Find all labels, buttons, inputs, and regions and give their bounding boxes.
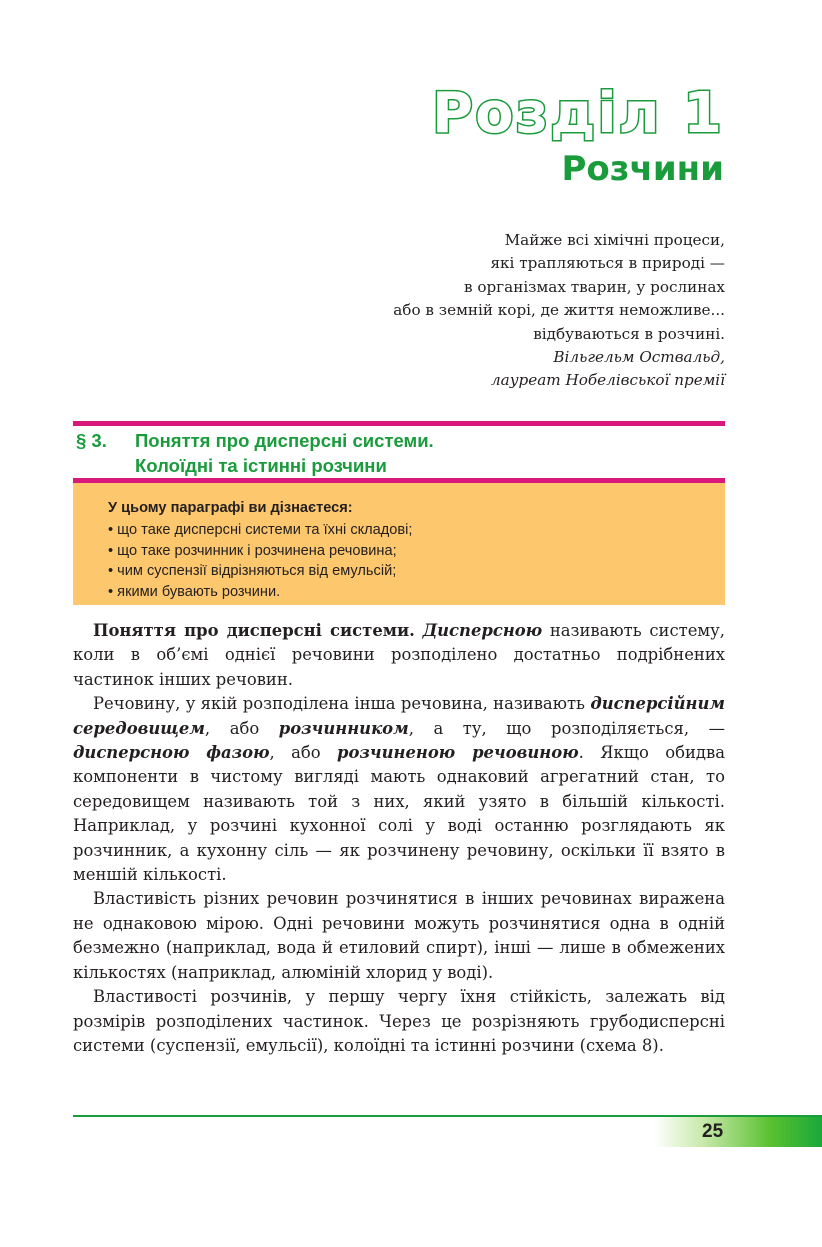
list-item: • що таке дисперсні системи та їхні складові; bbox=[108, 522, 413, 538]
paragraph-1 bbox=[73, 619, 725, 692]
epigraph-line: які трапляються в природі — bbox=[490, 254, 725, 273]
section-number: § 3. bbox=[76, 430, 107, 451]
list-item: • якими бувають розчини. bbox=[108, 583, 281, 600]
learning-objectives-box bbox=[73, 483, 725, 605]
term-solute: розчиненою речовиною bbox=[337, 743, 579, 763]
epigraph-author-title: лауреат Нобелівської премії bbox=[490, 371, 725, 390]
paragraph-text: , або bbox=[269, 743, 321, 763]
learning-objectives-heading: У цьому параграфі ви дізнаєтеся: bbox=[108, 500, 353, 516]
epigraph-line: або в земній корі, де життя неможливе... bbox=[393, 301, 725, 320]
paragraph-2 bbox=[73, 692, 725, 887]
term-solvent: розчинником bbox=[278, 718, 409, 738]
body-text bbox=[73, 619, 725, 1058]
list-item: • що таке розчинник і розчинена речовина; bbox=[108, 542, 397, 559]
page-number-tab bbox=[654, 1117, 822, 1147]
paragraph-heading: Поняття про дисперсні системи. bbox=[93, 621, 415, 640]
chapter-title: Розділ 1 bbox=[432, 81, 724, 146]
paragraph-text: називають систему, коли в об’ємі однієї речовини розподілено достатньо подрібнених частинок інших речовин. bbox=[73, 621, 725, 689]
section-title-line2: Колоїдні та істинні розчини bbox=[135, 455, 387, 476]
list-item-text: що таке розчинник і розчинена речовина; bbox=[117, 542, 397, 559]
paragraph-text: , а ту, що розподіляється, — bbox=[408, 718, 725, 738]
list-item-text: що таке дисперсні системи та їхні складові; bbox=[117, 522, 413, 538]
list-item-text: якими бувають розчини. bbox=[117, 583, 281, 600]
term-dispersed-phase: дисперсною фазою bbox=[73, 743, 270, 763]
learning-objectives-list bbox=[108, 520, 412, 602]
page-number: 25 bbox=[702, 1121, 724, 1142]
paragraph-4: Властивості розчинів, у першу чергу їхня стійкість, залежать від розмірів розподілених частинок. Через це розрізняють грубодисперсні системи (суспензії, емульсії), колоїдні та істинні розчини (схема 8). bbox=[73, 987, 725, 1055]
epigraph-line: в організмах тварин, у рослинах bbox=[463, 277, 725, 296]
section-top-rule bbox=[73, 421, 725, 426]
epigraph-line: відбуваються в розчині. bbox=[533, 324, 725, 343]
paragraph-text: . Якщо обидва компоненти в чистому вигляді мають однаковий агрегатний стан, то середовищем називають той з них, який узято в більшій кількості. Наприклад, у розчині кухонної солі у воді останню розглядають як розчинник, а кухонну сіль — як розчинену речовину, оскільки її взято в меншій кількості. bbox=[73, 743, 725, 885]
epigraph-line: Майже всі хімічні процеси, bbox=[504, 231, 725, 249]
paragraph-text: Речовину, у якій розподілена інша речовина, називають bbox=[93, 694, 585, 714]
epigraph-author: Вільгельм Оствальд, bbox=[553, 348, 725, 367]
paragraph-text: , або bbox=[204, 718, 260, 738]
section-title-line1: Поняття про дисперсні системи. bbox=[135, 430, 434, 451]
paragraph-3: Властивість різних речовин розчинятися в інших речовинах виражена не однаковою мірою. Одні речовини можуть розчинятися одна в одній безмежно (наприклад, вода й етиловий спирт), інші — лише в обмежених кількостях (наприклад, алюміній хлорид у воді). bbox=[73, 889, 725, 982]
chapter-subtitle: Розчини bbox=[561, 149, 724, 189]
term-dispersed: Дисперсною bbox=[422, 621, 543, 640]
epigraph bbox=[305, 229, 725, 393]
list-item: • чим суспензії відрізняються від емульсій; bbox=[108, 563, 397, 579]
list-item-text: чим суспензії відрізняються від емульсій; bbox=[117, 563, 397, 579]
term-dispersion-medium: дисперсійним середовищем bbox=[73, 694, 725, 738]
